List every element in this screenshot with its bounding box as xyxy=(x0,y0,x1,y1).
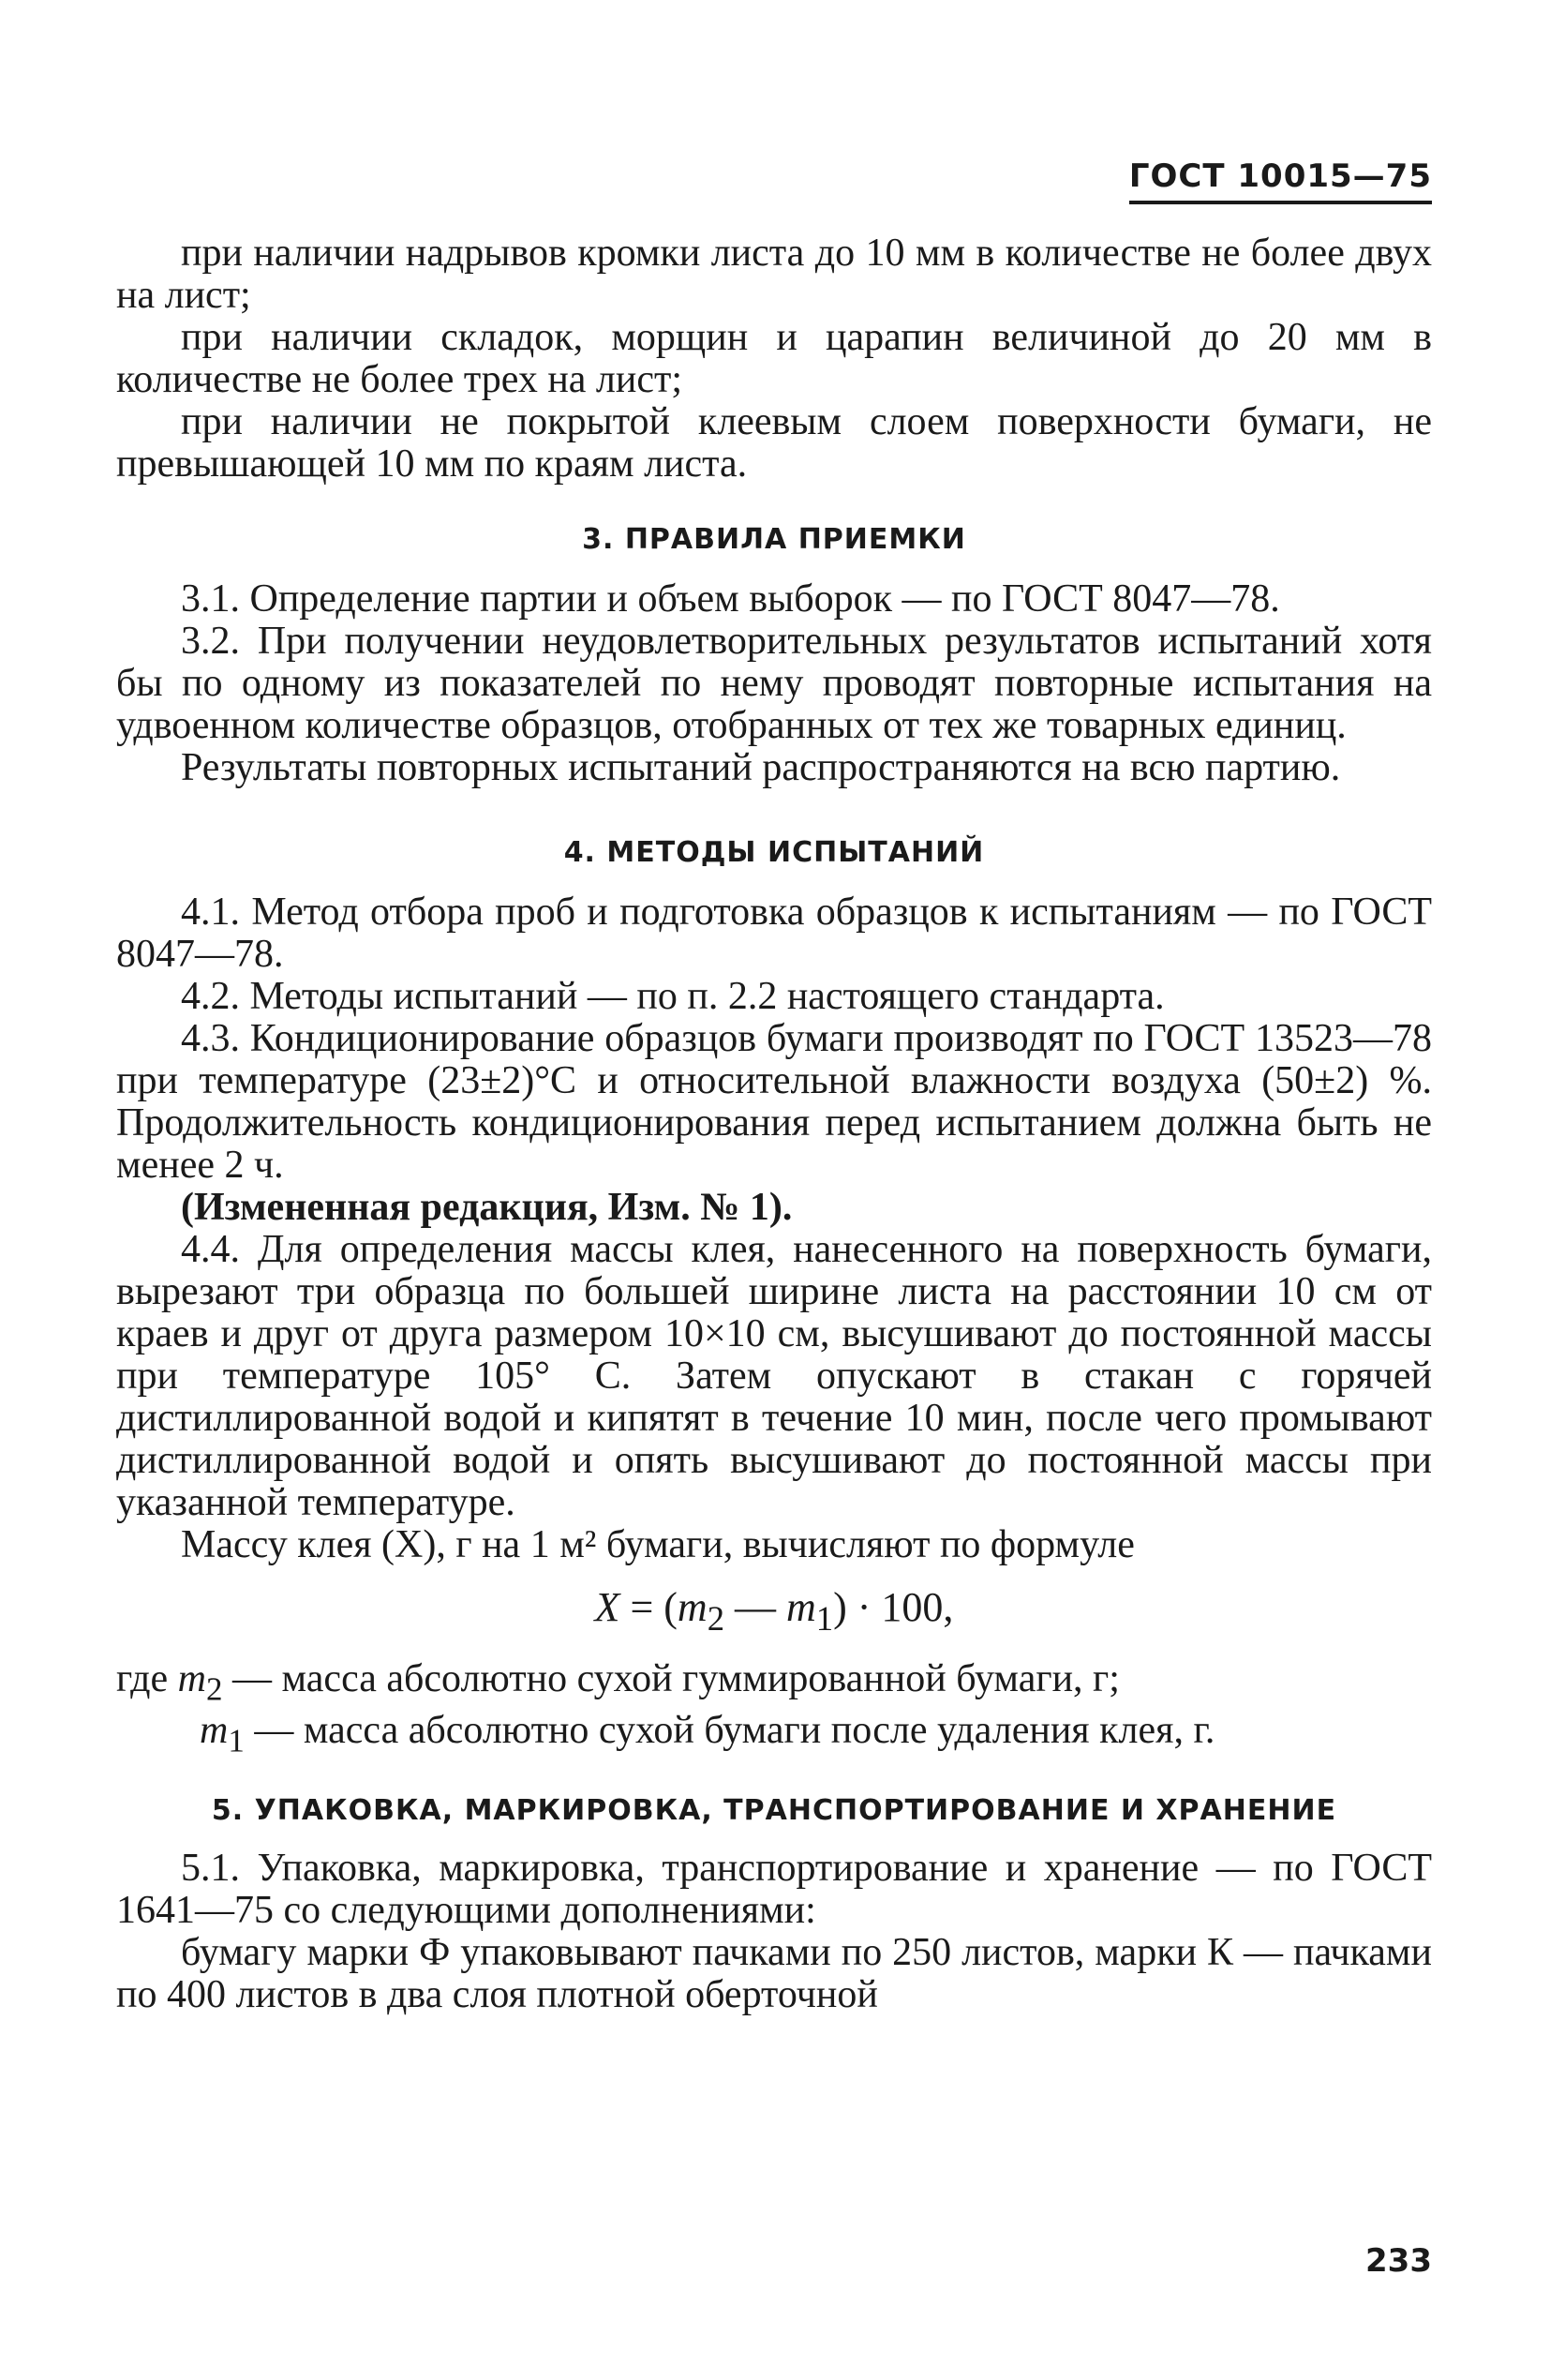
legend-lead: где xyxy=(116,1656,178,1700)
section-3-paragraph-3: Результаты повторных испытаний распространяются на всю партию. xyxy=(181,746,1341,789)
section-3-paragraph-1: 3.1. Определение партии и объем выборок — по ГОСТ 8047—78. xyxy=(181,577,1280,621)
formula-m1: m xyxy=(786,1584,816,1630)
section-3-paragraph-2: 3.2. При получении неудовлетворительных результатов испытаний хотя бы по одному из показателей по нему проводят повторные испытания на удвоенном количестве образцов, отобранных от тех же товарных единиц. xyxy=(116,620,1432,747)
formula-eq: = ( xyxy=(619,1584,678,1630)
legend-var-m1: m xyxy=(200,1709,229,1753)
section-4-paragraph-1: 4.1. Метод отбора проб и подготовка образцов к испытаниям — по ГОСТ 8047—78. xyxy=(116,891,1432,976)
section-5-paragraph-2: бумагу марки Ф упаковывают пачками по 250 листов, марки К — пачками по 400 листов в два слоя плотной оберточной xyxy=(116,1930,1432,2016)
legend-desc-m2: — масса абсолютно сухой гуммированной бумаги, г; xyxy=(222,1656,1120,1700)
intro-item-3: при наличии не покрытой клеевым слоем поверхности бумаги, не превышающей 10 мм по краям листа. xyxy=(116,400,1432,486)
formula-m1-sub: 1 xyxy=(815,1598,834,1638)
legend-var-m2-sub: 2 xyxy=(206,1670,223,1708)
section-4-paragraph-4: 4.4. Для определения массы клея, нанесенного на поверхность бумаги, вырезают три образца по большей ширине листа на расстоянии 10 см от краев и друг от друга размером 10×10 см, высушивают до постоянной массы при температуре 105° С. Затем опускают в стакан с горячей дистиллированной водой и кипятят в течение 10 мин, после чего промывают дистиллированной водой и опять высушивают до постоянной массы при указанной температуре. xyxy=(116,1228,1432,1524)
mass-formula xyxy=(116,1585,1432,1641)
amendment-note: (Измененная редакция, Изм. № 1). xyxy=(181,1186,793,1229)
formula-lhs: X xyxy=(594,1584,620,1630)
section-4-paragraph-3: 4.3. Кондиционирование образцов бумаги производят по ГОСТ 13523—78 при температуре (23±2)°С и относительной влажности воздуха (50±2) %. Продолжительность кондиционирования перед испытанием должна быть не менее 2 ч. xyxy=(116,1017,1432,1187)
intro-item-2: при наличии складок, морщин и царапин величиной до 20 мм в количестве не более трех на лист; xyxy=(116,316,1432,401)
section-5-paragraph-1: 5.1. Упаковка, маркировка, транспортирование и хранение — по ГОСТ 1641—75 со следующими дополнениями: xyxy=(116,1846,1432,1932)
formula-m2: m xyxy=(677,1584,708,1630)
formula-legend xyxy=(116,1658,1432,1762)
intro-item-1: при наличии надрывов кромки листа до 10 мм в количестве не более двух на лист; xyxy=(116,232,1432,317)
legend-var-m1-sub: 1 xyxy=(228,1722,245,1759)
formula-tail: ) · 100, xyxy=(833,1584,954,1630)
document-header: ГОСТ 10015—75 xyxy=(1129,157,1432,204)
legend-row-m2 xyxy=(116,1658,1432,1710)
formula-m2-sub: 2 xyxy=(707,1598,725,1638)
section-4-paragraph-5: Массу клея (X), г на 1 м² бумаги, вычисляют по формуле xyxy=(181,1523,1135,1566)
formula-minus: — xyxy=(724,1584,787,1630)
section-4-title: 4. МЕТОДЫ ИСПЫТАНИЙ xyxy=(563,836,985,869)
page-body xyxy=(116,232,1432,2016)
legend-desc-m1: — масса абсолютно сухой бумаги после удаления клея, г. xyxy=(244,1709,1215,1753)
page-number: 233 xyxy=(1365,2242,1432,2280)
legend-var-m2: m xyxy=(177,1656,206,1700)
section-4-paragraph-2: 4.2. Методы испытаний — по п. 2.2 настоящего стандарта. xyxy=(181,975,1165,1018)
section-3-title: 3. ПРАВИЛА ПРИЕМКИ xyxy=(582,523,966,556)
legend-row-m1 xyxy=(116,1710,1432,1761)
section-5-title: 5. УПАКОВКА, МАРКИРОВКА, ТРАНСПОРТИРОВАНИЕ И ХРАНЕНИЕ xyxy=(211,1793,1337,1827)
